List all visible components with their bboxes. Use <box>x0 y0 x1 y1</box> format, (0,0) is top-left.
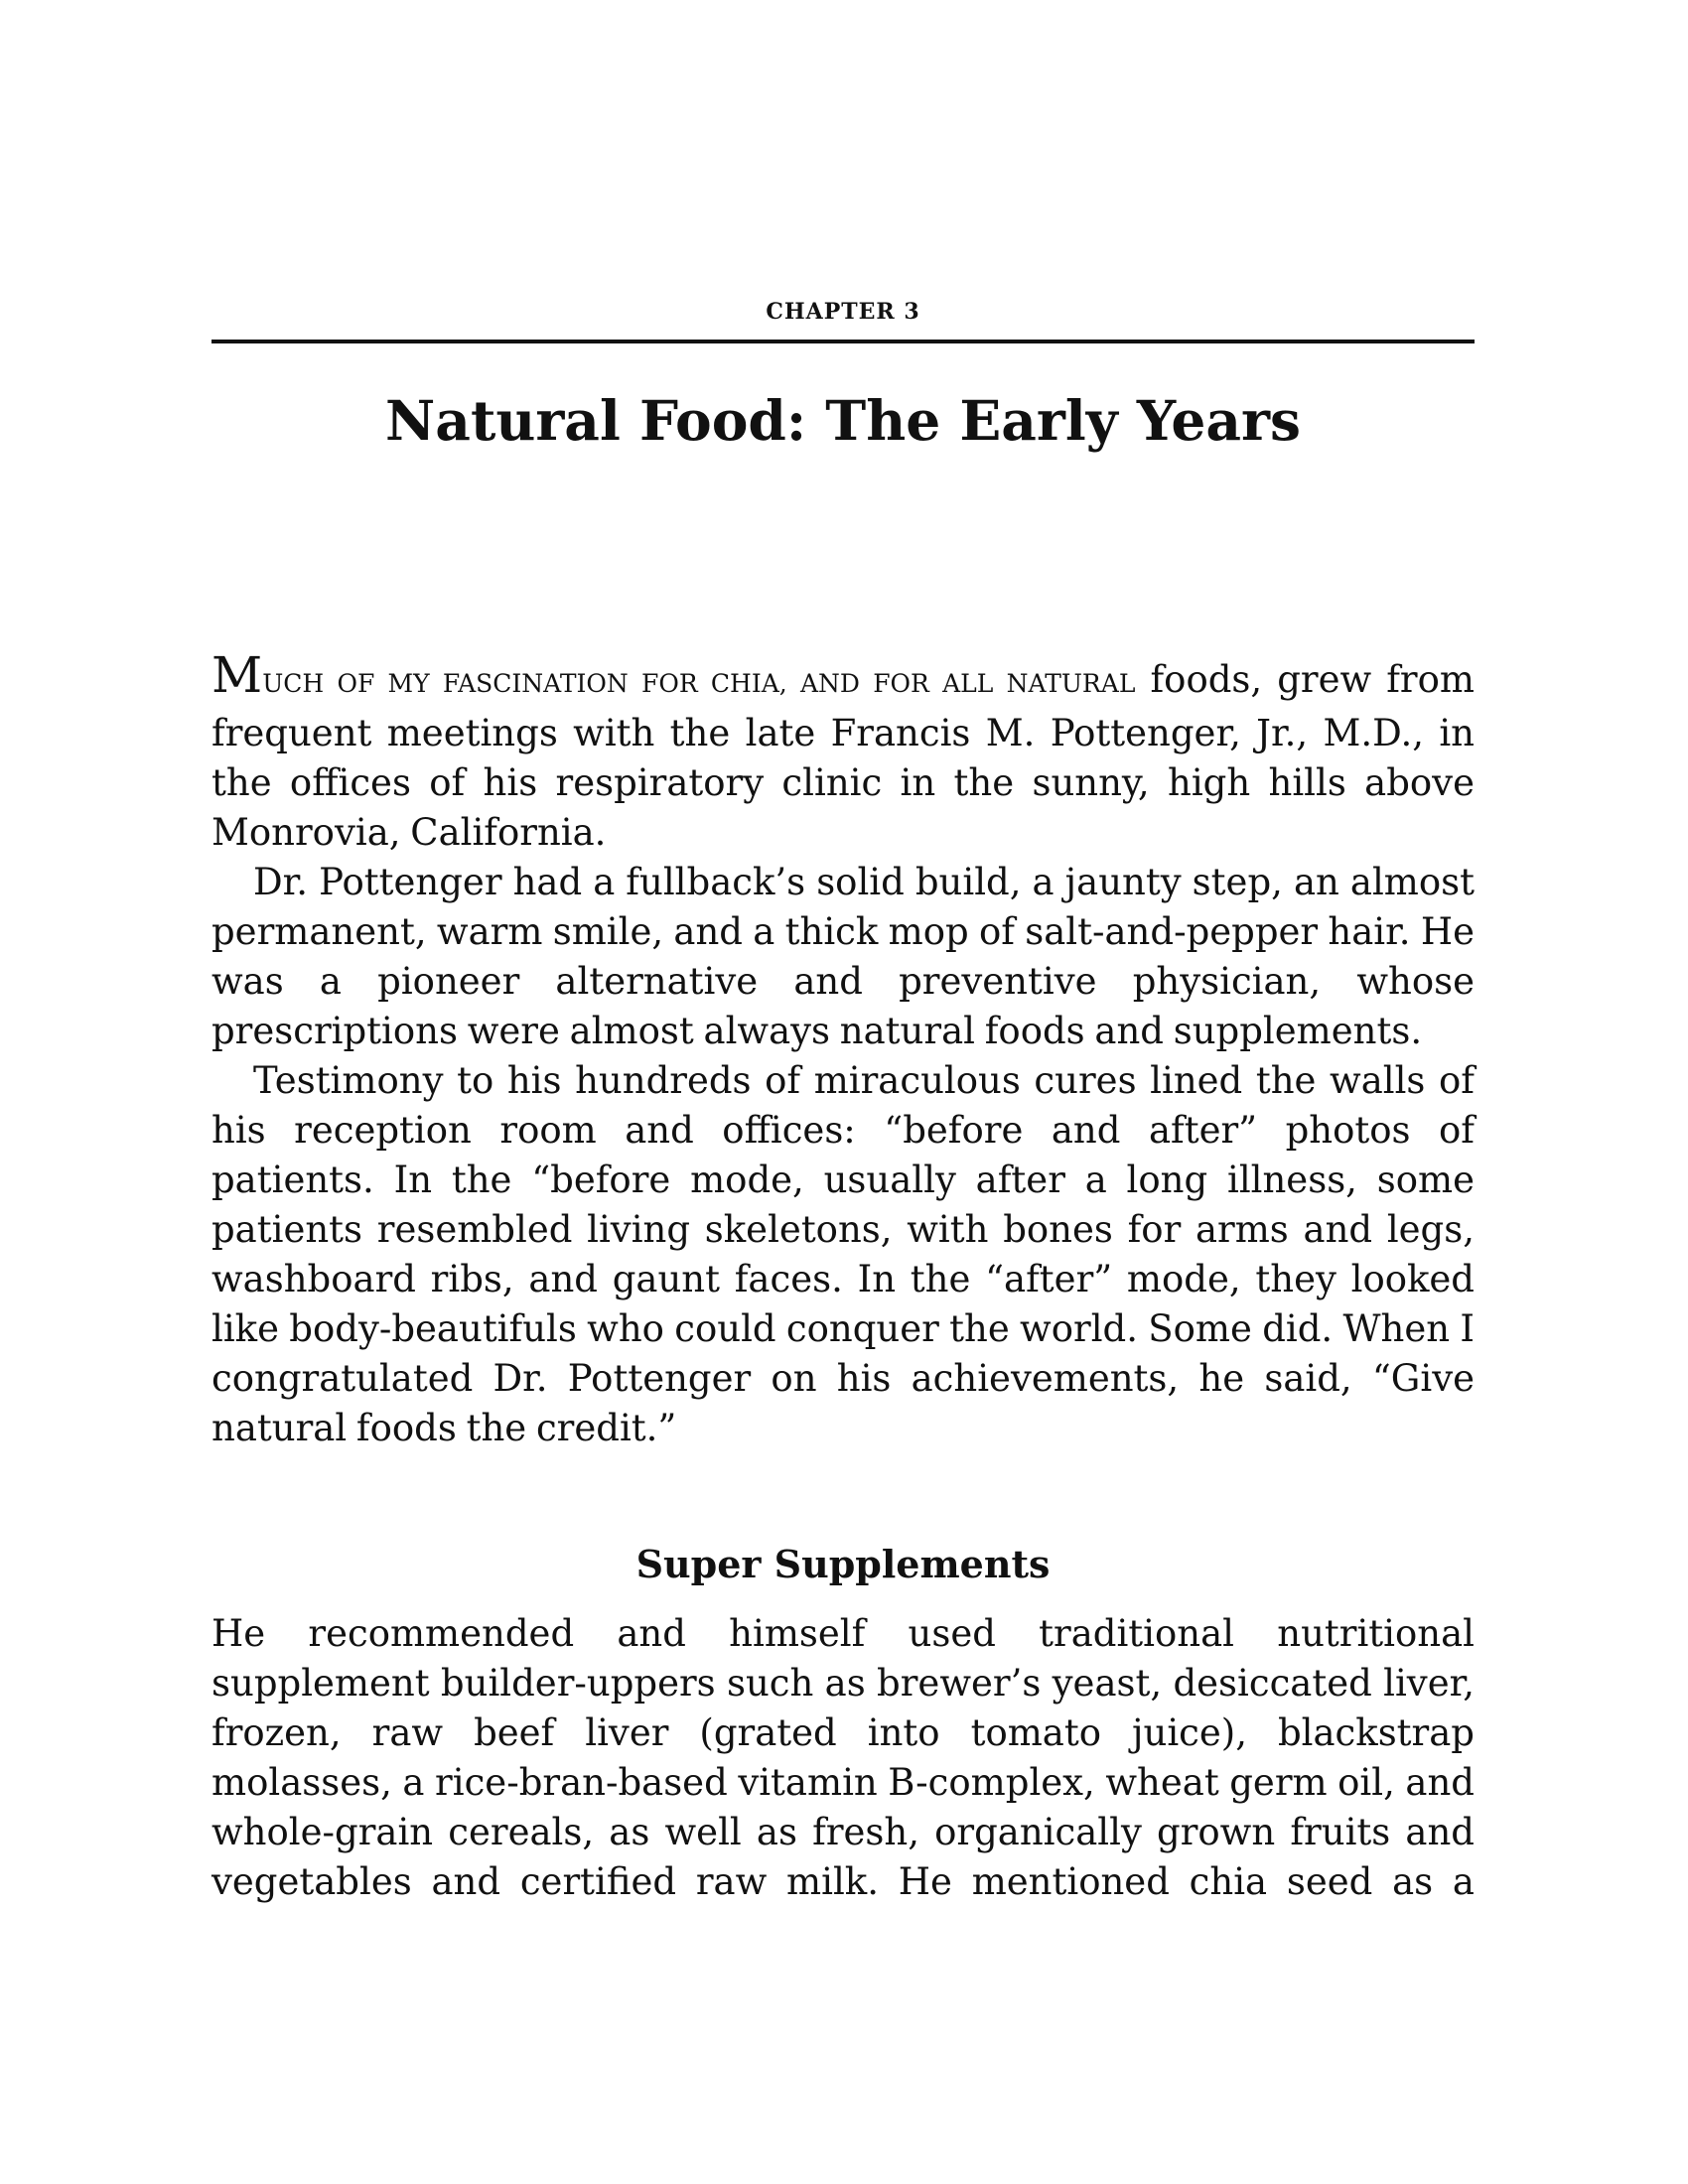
chapter-label: CHAPTER 3 <box>766 299 920 325</box>
section-paragraph-1: He recommended and himself used traditional nutritional supplement builder-uppers such as brewer’s yeast, desiccated liver, frozen, raw beef liver (grated into tomato juice), blackstrap molasses, a rice-bran-based vitamin B-complex, wheat germ oil, and whole-grain cereals, as well as fresh, organically grown fruits and vegetables and certified raw milk. He mentioned chia seed as a <box>211 1612 1475 1903</box>
chapter-body <box>211 646 1475 1453</box>
paragraph-1-text: foods, grew from frequent meetings with the late Francis M. Pottenger, Jr., M.D., in the offices of his respiratory clinic in the sunny, high hills above Monrovia, California. <box>211 658 1475 854</box>
chapter-title: Natural Food: The Early Years <box>385 388 1301 453</box>
paragraph-2: Dr. Pottenger had a fullback’s solid build, a jaunty step, an almost permanent, warm smile, and a thick mop of salt-and-pepper hair. He was a pioneer alternative and preventive physician, whose prescriptions were almost always natural foods and supplements. <box>211 861 1475 1052</box>
paragraph-3: Testimony to his hundreds of miraculous cures lined the walls of his reception room and offices: “before and after” photos of patients. In the “before mode, usually after a long illness, some patients resembled living skeletons, with bones for arms and legs, washboard ribs, and gaunt faces. In the “after” mode, they looked like body-beautifuls who could conquer the world. Some did. When I congratulated Dr. Pottenger on his achievements, he said, “Give natural foods the credit.” <box>211 1059 1475 1449</box>
paragraph-1 <box>211 646 1475 858</box>
section-body <box>211 1609 1475 1907</box>
drop-cap: M <box>211 646 263 704</box>
small-caps-lead: UCH OF MY FASCINATION FOR CHIA, AND FOR ALL NATURAL <box>262 669 1136 698</box>
chapter-divider <box>211 340 1475 343</box>
section-heading: Super Supplements <box>635 1542 1051 1586</box>
